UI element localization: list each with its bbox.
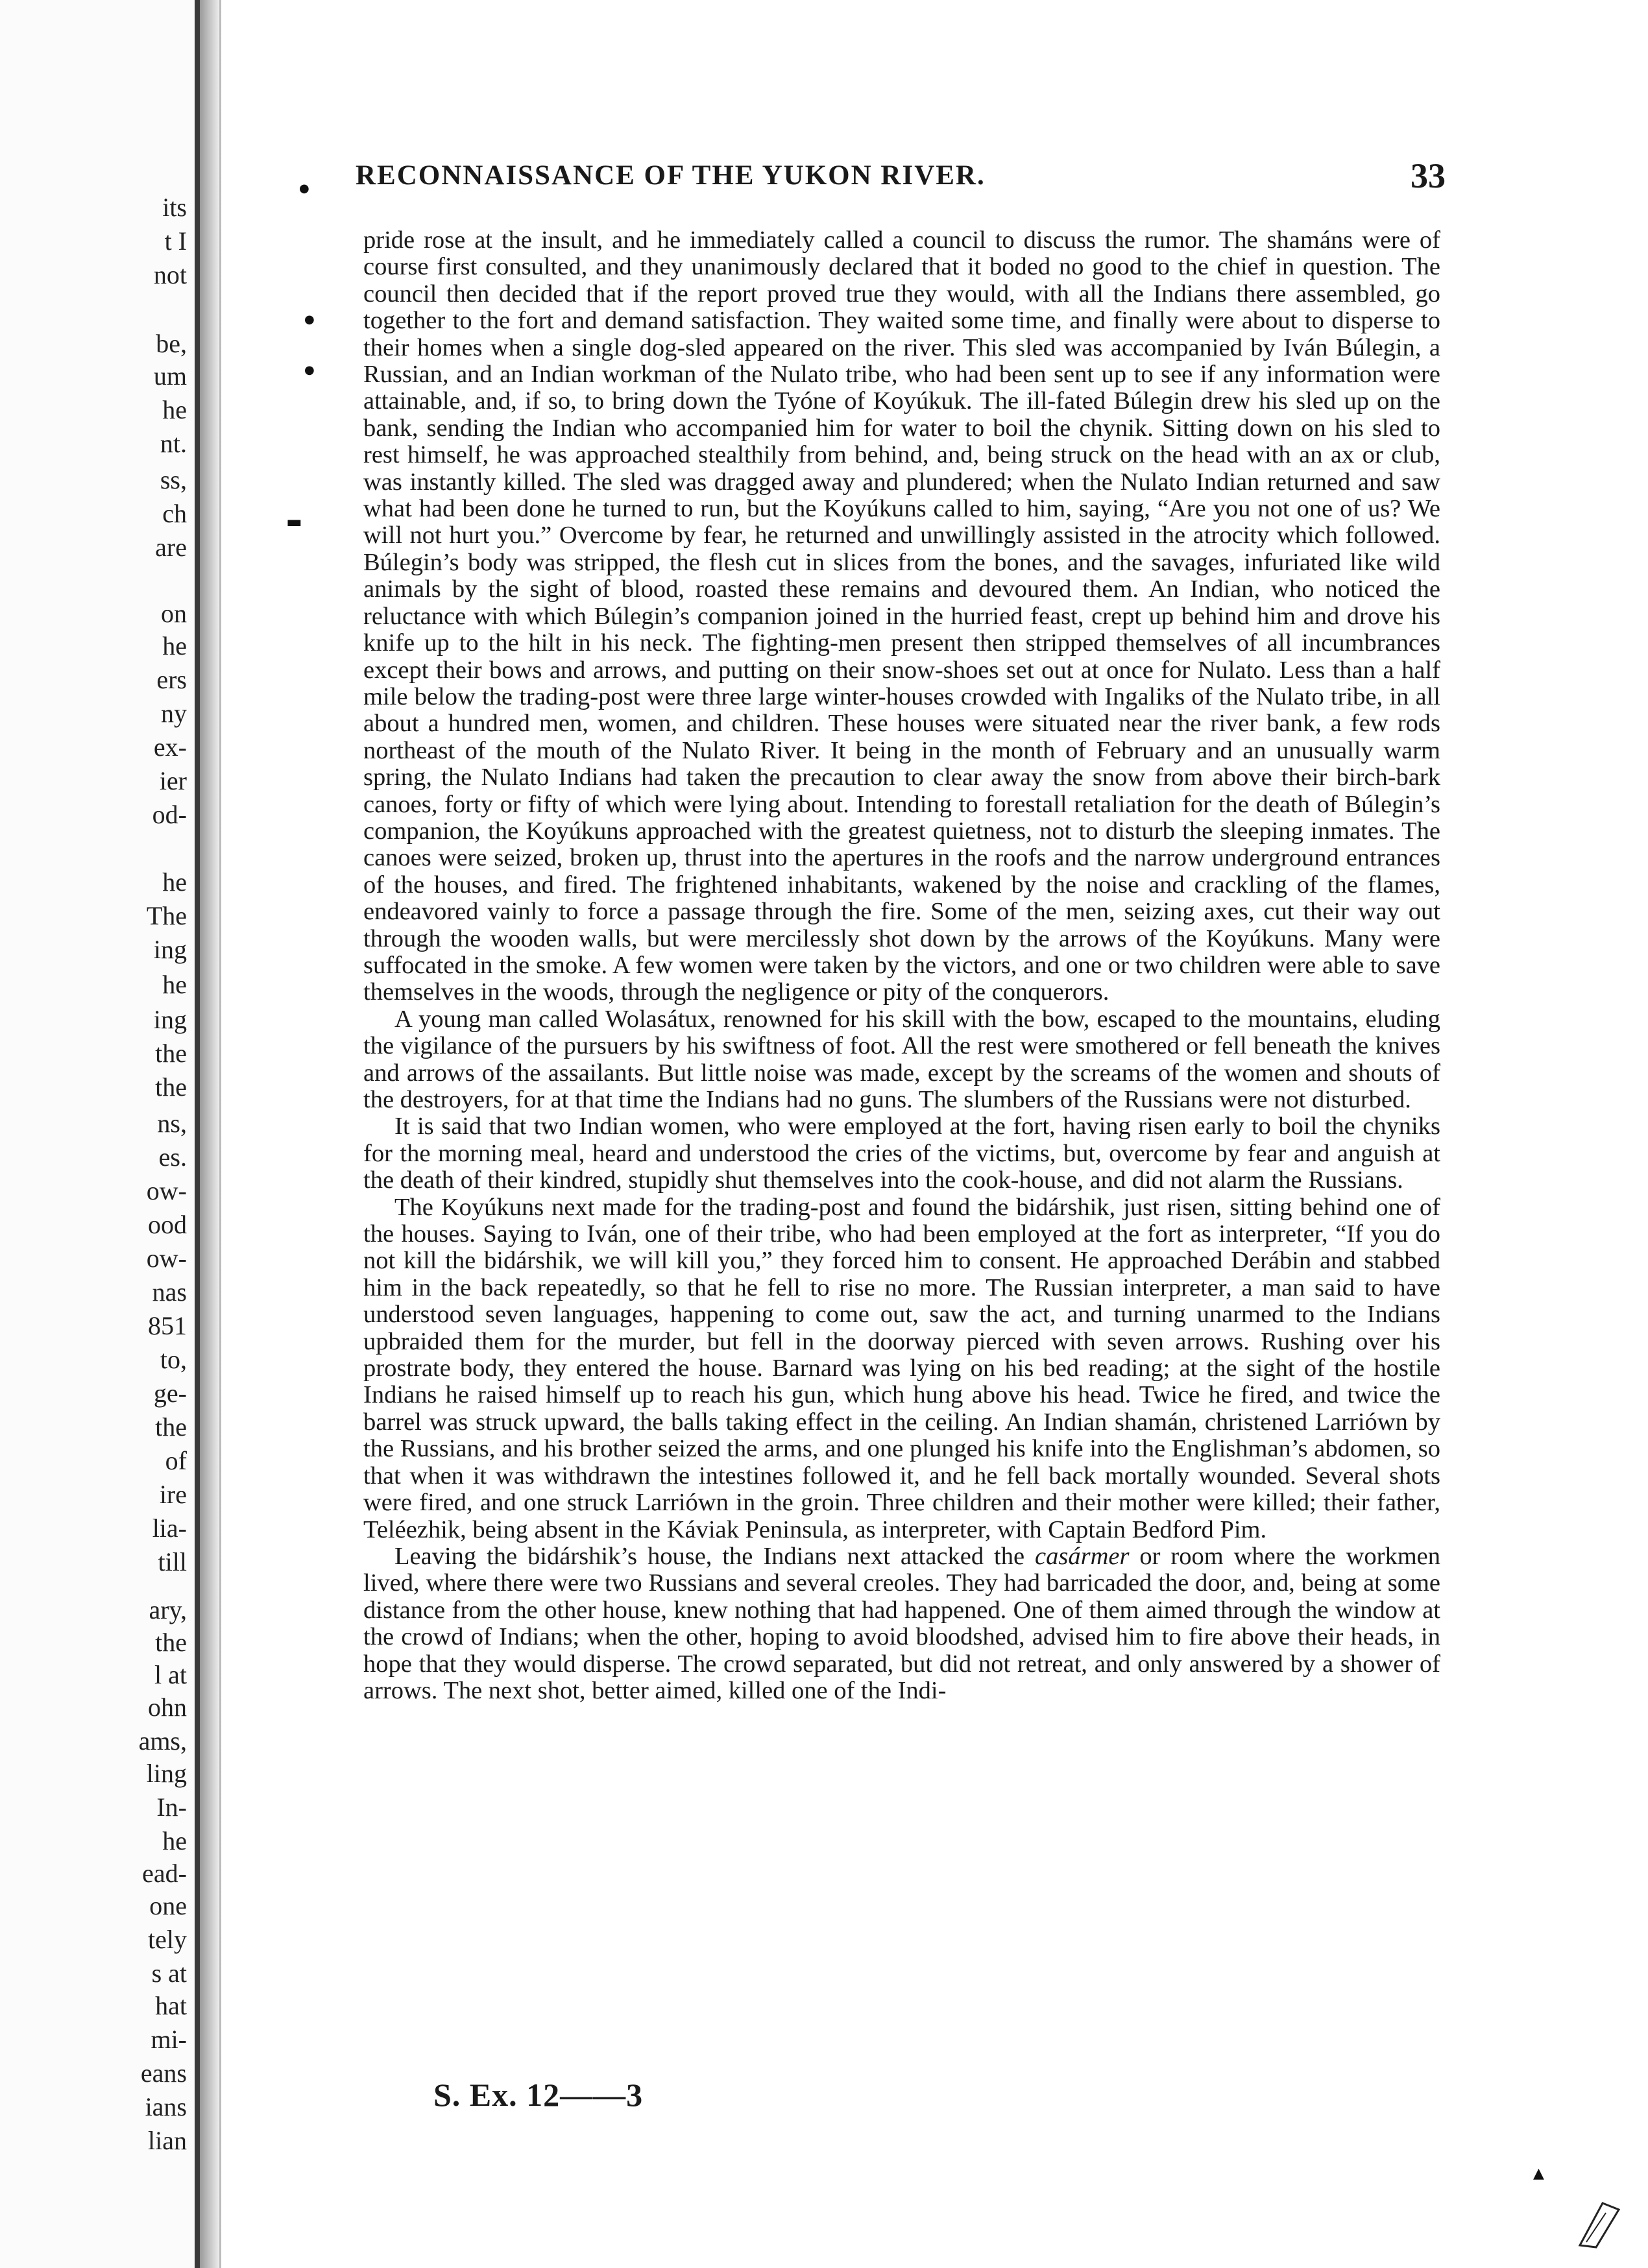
facing-page-text-fragment: ohn <box>148 1693 187 1722</box>
body-text <box>363 227 1440 1704</box>
page-corner-fold <box>1577 2197 1622 2249</box>
facing-page-text-fragment: tely <box>148 1925 187 1954</box>
facing-page-text-fragment: ary, <box>149 1595 187 1624</box>
paragraph: A young man called Wolasátux, renowned for his skill with the bow, escaped to the mountains, eluding the vigilance of the pursuers by his swiftness of foot. All the rest were smothered or fell beneath the knives and arrows of the assailants. But little noise was made, except by the screams of the women and shouts of the destroyers, for at that time the Indians had no guns. The slumbers of the Russians were not disturbed. <box>363 1005 1440 1113</box>
facing-page-text-fragment: ing <box>153 1005 187 1034</box>
facing-page-text-fragment: ge- <box>153 1379 187 1408</box>
facing-page-text-fragment: l at <box>154 1660 187 1689</box>
facing-page-text-fragment: ead- <box>142 1859 187 1888</box>
facing-page-text-fragment: In- <box>156 1792 187 1822</box>
paragraph-text: or room where the workmen lived, where there were two Russians and several creoles. They had barricaded the door, and, being at some distance from the other house, knew nothing that had happened. One of them aimed through the window at the crowd of Indians; when the other, hoping to avoid bloodshed, advised him to fire above their heads, in hope that they would disperse. The crowd separated, but did not retreat, and only answered by a shower of arrows. The next shot, better aimed, killed one of the Indi- <box>363 1542 1441 1704</box>
facing-page-text-fragment: he <box>162 631 187 660</box>
facing-page-text-fragment: he <box>162 970 187 999</box>
running-head <box>356 156 1446 201</box>
facing-page-text-fragment: he <box>162 1826 187 1855</box>
italic-term: casármer <box>1035 1542 1130 1570</box>
running-title: RECONNAISSANCE OF THE YUKON RIVER. <box>356 160 986 191</box>
stray-mark: ● <box>304 363 315 377</box>
facing-page-text-fragment: ow- <box>146 1244 187 1273</box>
facing-page-text-fragment: ood <box>148 1210 187 1239</box>
facing-page-text-fragment: lia- <box>152 1514 187 1543</box>
facing-page-text-fragment: on <box>161 599 187 628</box>
facing-page-text-fragment: not <box>153 260 187 289</box>
facing-page-text-fragment: The <box>146 901 187 930</box>
facing-page-text-fragment: be, <box>156 329 187 358</box>
facing-page-text-fragment: ss, <box>160 465 187 494</box>
facing-page-text-fragment: ing <box>153 935 187 964</box>
stray-mark: ● <box>299 182 309 195</box>
facing-page-text-fragment: ling <box>146 1759 187 1788</box>
facing-page-text-fragment: till <box>158 1547 187 1576</box>
facing-page-text-fragment: the <box>155 1072 187 1102</box>
facing-page-text-fragment: hat <box>155 1991 187 2020</box>
stray-mark: ● <box>304 313 315 326</box>
facing-page-text-fragment: ians <box>145 2092 187 2121</box>
facing-page-text-fragment: ow- <box>146 1176 187 1205</box>
facing-page-text-fragment: ns, <box>157 1109 187 1138</box>
facing-page-text-fragment: t I <box>164 226 187 256</box>
facing-page-text-fragment: the <box>155 1412 187 1442</box>
facing-page-text-fragment: ier <box>159 766 187 795</box>
paragraph: It is said that two Indian women, who were employed at the fort, having risen early to boil the chyniks for the morning meal, heard and understood the cries of the victims, but, overcome by fear and anguish at the death of their kindred, stupidly shut themselves into the cook-house, and did not alarm the Russians. <box>363 1113 1440 1194</box>
facing-page-text-fragment: um <box>153 361 187 391</box>
facing-page-text-fragment: he <box>162 395 187 424</box>
facing-page-text-fragment: ex- <box>153 732 187 762</box>
facing-page-text-fragment: lian <box>148 2126 187 2155</box>
facing-page-text-fragment: ams, <box>138 1726 187 1755</box>
facing-page-text-fragment: es. <box>158 1142 187 1172</box>
facing-page-text-fragment: nt. <box>160 429 187 458</box>
signature-mark: S. Ex. 12——3 <box>433 2077 644 2113</box>
facing-page-text-fragment: to, <box>160 1345 187 1374</box>
facing-page-edge <box>0 0 200 2268</box>
paragraph: The Koyúkuns next made for the trading-post and found the bidárshik, just risen, sitting behind one of the houses. Saying to Iván, one of their tribe, who had been employed at the fort as interpreter, “If you do not kill the bidárshik, we will kill you,” they forced him to consent. He approached Derábin and stabbed him in the back repeatedly, so that he fell to rise no more. The Russian interpreter, a man said to have understood seven languages, happening to come out, saw the act, and turning unarmed to the Indians upbraided them for the murder, but fell in the doorway pierced with seven arrows. Rushing over his prostrate body, they entered the house. Barnard was lying on his bed reading; at the sight of the hostile Indians he raised himself up to reach his gun, which hung above his head. Twice he fired, and twice the barrel was struck upward, the balls taking effect in the ceiling. An Indian shamán, christened Larriówn by the Russians, and his brother seized the arms, and one plunged his knife into the Englishman’s abdomen, so that when it was withdrawn the intestines followed it, and he fell back mortally wounded. Several shots were fired, and one struck Larriówn in the groin. Three children and their mother were killed; their father, Teléezhik, being absent in the Káviak Peninsula, as interpreter, with Captain Bedford Pim. <box>363 1193 1440 1543</box>
facing-page-text-fragment: one <box>149 1891 187 1920</box>
facing-page-text-fragment: eans <box>140 2058 187 2088</box>
facing-page-text-fragment: ire <box>159 1480 187 1509</box>
facing-page-text-fragment: ch <box>162 499 187 528</box>
facing-page-text-fragment: 851 <box>148 1311 187 1340</box>
facing-page-text-fragment: the <box>155 1628 187 1657</box>
book-gutter <box>200 0 219 2268</box>
facing-page-text-fragment: are <box>155 533 187 562</box>
paragraph <box>363 1543 1440 1704</box>
facing-page-text-fragment: its <box>162 193 187 222</box>
facing-page-text-fragment: the <box>155 1039 187 1068</box>
facing-page-text-fragment: mi- <box>151 2025 187 2054</box>
stray-mark: ▲ <box>1533 2165 1544 2182</box>
facing-page-text-fragment: od- <box>152 800 187 829</box>
facing-page-text-fragment: of <box>165 1446 187 1475</box>
facing-page-text-fragment: he <box>162 867 187 897</box>
facing-page-text-fragment: nas <box>152 1277 187 1307</box>
page-number: 33 <box>1411 156 1446 195</box>
facing-page-text-fragment: s at <box>151 1959 187 1988</box>
facing-page-text-fragment: ers <box>156 665 187 694</box>
paragraph-text: Leaving the bidárshik’s house, the Indians next attacked the <box>394 1542 1025 1570</box>
paragraph: pride rose at the insult, and he immediately called a council to discuss the rumor. The shamáns were of course first consulted, and they unanimously declared that it boded no good to the chief in question. The council then decided that if the report proved true they would, with all the Indians there assembled, go together to the fort and demand satisfaction. They waited some time, and finally were about to disperse to their homes when a single dog-sled appeared on the river. This sled was accompanied by Iván Búlegin, a Russian, and an Indian workman of the Nulato tribe, who had been sent up to see if any information were attainable, and, if so, to bring down the Tyóne of Koyúkuk. The ill-fated Búlegin drew his sled up on the bank, sending the Indian who accompanied him for water to boil the chynik. Sitting down on his sled to rest himself, he was approached stealthily from behind, and, being struck on the head with an ax or club, was instantly killed. The sled was dragged away and plundered; when the Nulato Indian returned and saw what had been done he turned to run, but the Koyúkuns called to him, saying, “Are you not one of us? We will not hurt you.” Overcome by fear, he returned and unwillingly assisted in the atrocity which followed. Búlegin’s body was stripped, the flesh cut in slices from the bones, and the savages, infuriated like wild animals by the sight of blood, roasted these remains and devoured them. An Indian, who noticed the reluctance with which Búlegin’s companion joined in the hurried feast, crept up behind him and drove his knife up to the hilt in his neck. The fighting-men present then stripped themselves of all incumbrances except their bows and arrows, and putting on their snow-shoes set out at once for Nulato. Less than a half mile below the trading-post were three large winter-houses crowded with Ingaliks of the Nulato tribe, in all about a hundred men, women, and children. These houses were situated near the river bank, a few rods northeast of the mouth of the Nulato River. It being in the month of February and an unusually warm spring, the Nulato Indians had taken the precaution to clear away the snow from above their birch-bark canoes, forty or fifty of which were lying about. Intending to forestall retaliation for the death of Búlegin’s companion, the Koyúkuns approached with the greatest quietness, not to disturb the sleeping inmates. The canoes were seized, broken up, thrust into the apertures in the roofs and the narrow underground entrances of the houses, and fired. The frightened inhabitants, wakened by the noise and crackling of the flames, endeavored vainly to force a passage through the fire. Some of the men, seizing axes, cut their way out through the wooden walls, but were mercilessly shot down by the arrows of the Koyúkuns. Many were suffocated in the smoke. A few women were taken by the victors, and one or two children were able to save themselves in the woods, through the negligence or pity of the conquerors. <box>363 226 1440 1006</box>
stray-mark: ▬ <box>286 513 302 532</box>
facing-page-text-fragment: ny <box>161 699 187 728</box>
